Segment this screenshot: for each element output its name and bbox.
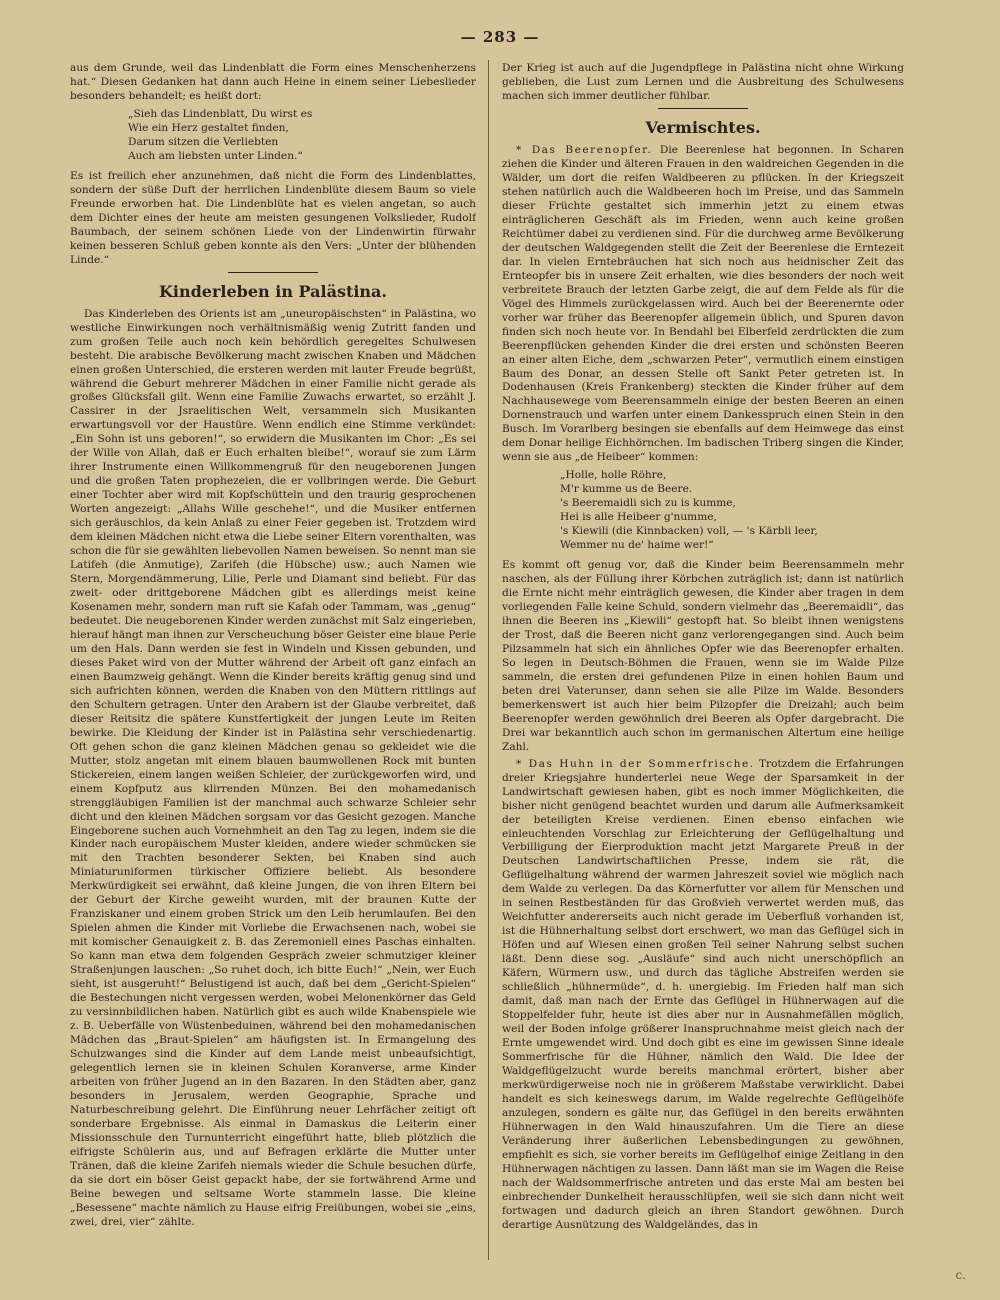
poem-line: 's Kiewili (die Kinnbacken) voll, — 's Kärbli leer, [560, 525, 818, 538]
item-text: Trotzdem die Erfahrungen dreier Kriegsjahre hunderterlei neue Wege der Sparsamkeit in der Landwirtschaft gewiesen haben, gibt es noch immer Möglichkeiten, die bisher nicht genügend beachtet wurden und darum alle Aufmerksamkeit der beteiligten Kreise verdienen. Einen ebenso einfachen wie einleuchtenden Vorschlag zur Erleichterung der Geflügelhaltung und Verbilligung der Eierproduktion macht jetzt Margarete Preuß in der Deutschen Landwirtschaftlichen Presse, indem sie rät, die Geflügelhaltung während der warmen Jahreszeit soviel wie möglich nach dem Walde zu verlegen. Da das Körnerfutter vor allem für Menschen und in seinen Restbeständen für das Großvieh verwertet werden muß, das Weichfutter andererseits auch nicht gerade im Ueberfluß vorhanden ist, ist die Hühnerhaltung selbst dort erschwert, wo man das Geflügel sich in Höfen und auf Wiesen einen großen Teil seiner Nahrung selbst suchen läßt. Denn diese sog. „Ausläufe“ sind auch nicht unerschöpflich an Käfern, Würmern usw., und durch das tägliche Abstreifen werden sie schließlich „hühnermüde“, d. h. unergiebig. Im Frieden half man sich damit, daß man nach der Ernte das Geflügel in Hühnerwagen auf die Stoppelfelder fuhr, heute ist dies aber nur in Ausnahmefällen möglich, weil der Boden infolge größerer Inanspruchnahme meist gleich nach der Ernte umgewendet wird. Und doch gibt es eine im gewissen Sinne ideale Sommerfrische für die Hühner, nämlich den Wald. Die Idee der Waldgeflügelzucht wurde bereits manchmal erörtert, bisher aber merkwürdigerweise noch nie in größerem Maßstabe verwirklicht. Dabei handelt es sich keineswegs darum, im Walde regelrechte Geflügelhöfe anzulegen, sondern es gälte nur, das Geflügel in den bereits erwähnten Hühnerwagen in den Wald hinauszufahren. Um die Tiere an diese Veränderung ihrer äußerlichen Lebensbedingungen zu gewöhnen, empfiehlt es sich, sie vorher bereits im Geflügelhof einige Zeitlang in den Hühnerwagen nächtigen zu lassen. Dann läßt man sie im Wagen die Reise nach der Waldsommerfrische antreten und das erste Mal am besten bei einbrechender Dunkelheit herausschlüpfen, weil sie sich dann nicht weit fortwagen und dadurch gleich an ihren Standort gewöhnen. Durch derartige Ausnützung des Waldgeländes, das in [502, 757, 904, 1231]
item-lead-huhn: * Das Huhn in der Sommerfrische. [516, 757, 755, 770]
column-divider [488, 60, 489, 1260]
poem-line: Auch am liebsten unter Linden.“ [128, 149, 303, 162]
section-rule [228, 272, 318, 273]
article-body-paragraph: Das Kinderleben des Orients ist am „uneuropäischsten“ in Palästina, wo westliche Einwirkungen noch verhältnismäßig wenig Zutritt fanden und zum großen Teile auch noch kein behördlich geregeltes Schulwesen besteht. Die arabische Bevölkerung macht zwischen Knaben und Mädchen einen großen Unterschied, die ersteren werden mit lauter Freude begrüßt, während die Geburt mehrerer Mädchen in einer Familie nicht gerade als großes Glücksfall gilt. Wenn eine Familie Zuwachs erwartet, so erzählt J. Cassirer in der Jsraelitischen Welt, versammeln sich Musikanten erwartungsvoll vor der Haustüre. Wenn endlich eine Stimme verkündet: „Ein Sohn ist uns geboren!“, so erwidern die Musikanten im Chor: „Es sei der Wille von Allah, daß er Euch erhalten bleibe!“, worauf sie zum Lärm ihrer Instrumente einen Willkommengruß für den neugeborenen Jungen und die großen Taten prophezeien, die er vollbringen werde. Die Geburt einer Tochter aber wird mit Kopfschütteln und den traurig gesprochenen Worten angezeigt: „Allahs Wille geschehe!“, und die Musiker entfernen sich geräuschlos, da kein Anlaß zu einer Feier gegeben ist. Trotzdem wird dem kleinen Mädchen nicht etwa die Liebe seiner Eltern vorenthalten, was schon die für sie gewählten liebevollen Namen beweisen. So nennt man sie Latifeh (die Anmutige), Zarifeh (die Hübsche) usw.; auch Namen wie Stern, Morgendämmerung, Lilie, Perle und Diamant sind beliebt. Für das zweit- oder drittgeborene Mädchen gibt es allerdings meist keine Kosenamen mehr, sondern man ruft sie Kafah oder Tammam, was „genug“ bedeutet. Die neugeborenen Kinder werden zunächst mit Salz eingerieben, hierauf hängt man ihnen zur Verscheuchung böser Geister eine blaue Perle um den Hals. Dann werden sie fest in Windeln und Kissen gebunden, und dieses Paket wird von der Mutter während der Arbeit oft ganz einfach an einen Baumzweig gehängt. Wenn die Kinder bereits kräftig genug sind und sich aufrichten können, werden die Knaben von den Müttern rittlings auf den Schultern getragen. Unter den Arabern ist der Glaube verbreitet, daß dieser Reitsitz die spätere Kunstfertigkeit der jungen Leute im Reiten bewirke. Die Kleidung der Kinder ist in Palästina sehr verschiedenartig. Oft gehen schon die ganz kleinen Mädchen genau so gekleidet wie die Mutter, stolz angetan mit einem blauen baumwollenen Rock mit bunten Stickereien, einem langen weißen Schleier, der zurückgeworfen wird, und einem Kopfputz aus klirrenden Münzen. Bei den mohamedanisch strenggläubigen Familien ist der manchmal auch schwarze Schleier sehr dicht und den kleinen Mädchen sorgsam vor das Gesicht gezogen. Manche Eingeborene suchen auch Vornehmheit an den Tag zu legen, indem sie die Kinder nach europäischem Muster kleiden, andere wieder schmücken sie mit den Trachten besonderer Sekten, bei Knaben sind auch Miniaturuniformen türkischer Offiziere beliebt. Als besondere Merkwürdigkeit sei erwähnt, daß kleine Jungen, die von ihren Eltern bei der Geburt der Kirche geweiht wurden, mit der braunen Kutte der Franziskaner und einem groben Strick um den Leib herumlaufen. Bei den Spielen ahmen die Kinder mit Vorliebe die Erwachsenen nach, wobei sie mit komischer Genauigkeit z. B. das Zeremoniell eines Paschas einhalten. So kann man etwa dem folgenden Gespräch zweier schmutziger kleiner Straßenjungen lauschen: „So ruhet doch, ich bitte Euch!“ „Nein, wer Euch sieht, ist ausgeruht!“ Belustigend ist auch, daß bei dem „Gericht-Spielen“ die Bestechungen nicht vergessen werden, wobei Melonenkörner das Geld zu versinnbildlichen haben. Natürlich gibt es auch wilde Knabenspiele wie z. B. Ueberfälle von Wüstenbeduinen, während bei den mohamedanischen Mädchen das „Braut-Spielen“ am häufigsten ist. In Ermangelung des Schulzwanges sind die Kinder auf dem Lande meist unbeaufsichtigt, gelegentlich lernen sie in kleinen Schulen Koranverse, arme Kinder arbeiten von früher Jugend an in den Bazaren. In den Städten aber, ganz besonders in Jerusalem, werden Geographie, Sprache und Naturbeschreibung gelehrt. Die Einführung neuer Lehrfächer zeitigt oft sonderbare Ergebnisse. Als einmal in Damaskus die Leiterin einer Missionsschule den Turnunterricht eingeführt hatte, blieb plötzlich die eifrigste Schülerin aus, und auf Befragen erklärte die Mutter unter Tränen, daß die kleine Zarifeh niemals wieder die Schule besuchen dürfe, da sie dort ein böser Geist gepackt habe, der sie fortwährend Arme und Beine bewegen und seltsame Worte stammeln lasse. Die kleine „Besessene“ machte nämlich zu Hause eifrig Freiübungen, wobei sie „eins, zwei, drei, vier“ zählte. [70, 307, 476, 1228]
poem-line: „Sieh das Lindenblatt, Du wirst es [128, 107, 313, 120]
triberg-song [560, 469, 904, 553]
corner-mark: c. [955, 1268, 966, 1282]
section-heading-vermischtes: Vermischtes. [645, 117, 761, 137]
poem-line: M'r kumme us de Beere. [560, 483, 693, 496]
item-text: Es kommt oft genug vor, daß die Kinder beim Beerensammeln mehr naschen, als der Füllung ihrer Körbchen zuträglich ist; dann ist natürlich die Ernte nicht mehr einträglich gewesen, die Kinder aber tragen in dem vorliegenden Falle keine Schuld, sondern vielmehr das „Beeremaidli“, das ihnen die Beeren ins „Kiewili“ gestopft hat. So bleibt ihnen wenigstens der Trost, daß die Beeren nicht ganz verlorengegangen sind. Auch beim Pilzsammeln hat sich ein ähnliches Opfer wie das Beerenopfer erhalten. So legen in Deutsch-Böhmen die Frauen, wenn sie im Walde Pilze sammeln, die ersten drei gefundenen Pilze in einen hohlen Baum und beten drei Vaterunser, dann sehen sie alle Pilze im Walde. Besonders bemerkenswert ist auch hier beim Pilzopfer die Dreizahl; auch beim Beerenopfer werden gewöhnlich drei Beeren als Opfer dargebracht. Die Drei war bekanntlich auch schon im germanischen Altertum eine heilige Zahl. [502, 559, 904, 753]
poem-line: Darum sitzen die Verliebten [128, 135, 279, 148]
right-column [502, 62, 904, 1260]
poem-line: Hei is alle Heibeer g'numme, [560, 511, 717, 524]
intro-paragraph-1: aus dem Grunde, weil das Lindenblatt die Form eines Menschenherzens hat.“ Diesen Gedanken hat dann auch Heine in einem seiner Liebeslieder besonders behandelt; es heißt dort: [70, 62, 476, 102]
poem-line: Wie ein Herz gestaltet finden, [128, 121, 289, 134]
article-heading-palaestina: Kinderleben in Palästina. [159, 281, 387, 301]
section-rule [658, 108, 748, 109]
poem-line: 's Beeremaidli sich zu is kumme, [560, 497, 736, 510]
poem-line: „Holle, holle Röhre, [560, 469, 667, 482]
linden-poem [128, 108, 476, 164]
continuation-paragraph: Der Krieg ist auch auf die Jugendpflege in Palästina nicht ohne Wirkung geblieben, die Lust zum Lernen und die Ausbreitung des Schulwesens machen sich immer deutlicher fühlbar. [502, 62, 904, 102]
left-column [70, 62, 476, 1260]
intro-paragraph-2: Es ist freilich eher anzunehmen, daß nicht die Form des Lindenblattes, sondern der süße Duft der herrlichen Lindenblüte diesem Baum so viele Freunde erworben hat. Die Lindenblüte hat es vielen angetan, so auch dem Dichter eines der heute am meisten gesungenen Volkslieder, Rudolf Baumbach, der seinem schönen Liede von der Lindenwirtin fürwahr keinen besseren Schluß geben konnte als den Vers: „Unter der blühenden Linde.“ [70, 169, 476, 266]
page-number: — 283 — [460, 28, 540, 46]
item-lead-beerenopfer: * Das Beerenopfer. [516, 144, 653, 157]
poem-line: Wemmer nu de' haime wer!“ [560, 539, 714, 552]
item-text: Die Beerenlese hat begonnen. In Scharen ziehen die Kinder und älteren Frauen in den waldreichen Gegenden in die Wälder, um dort die reifen Waldbeeren zu pflücken. In der Kriegszeit stehen natürlich auch die Waldbeeren hoch im Preise, und das Sammeln dieser Früchte gestaltet sich immerhin jetzt zu einem etwas einträglicheren Geschäft als im Frieden, wenn auch keine großen Reichtümer dabei zu verdienen sind. Für die durchweg arme Bevölkerung der deutschen Waldgegenden stellt die Zeit der Beerenlese die Erntezeit dar. In vielen Erntebräuchen hat sich noch aus heidnischer Zeit das Ernteopfer bis in unsere Zeit erhalten, wie dies besonders der noch weit verbreitete Brauch der letzten Garbe zeigt, die auf dem Felde als für die Vögel des Himmels zurückgelassen wird. Auch bei der Beerenernte oder vorher war früher das Beerenopfer allgemein üblich, und Spuren davon finden sich noch heute vor. In Bendahl bei Elberfeld zerdrückten die zum Beerenpflücken gehenden Kinder die drei ersten und schönsten Beeren an einer alten Eiche, dem „schwarzen Peter“, vermutlich einem einstigen Baum des Donar, an dessen Stelle oft Sankt Peter getreten ist. In Dodenhausen (Kreis Frankenberg) steckten die Kinder früher auf dem Nachhausewege vom Beerensammeln einige der besten Beeren an einen Dornenstrauch und warfen unter einem Dankesspruch einen Stein in den Busch. Im Vorarlberg besingen sie ebenfalls auf dem Heimwege das einst dem Donar heilige Eichhörnchen. Im badischen Triberg singen die Kinder, wenn sie aus „de Heibeer“ kommen: [502, 144, 904, 464]
